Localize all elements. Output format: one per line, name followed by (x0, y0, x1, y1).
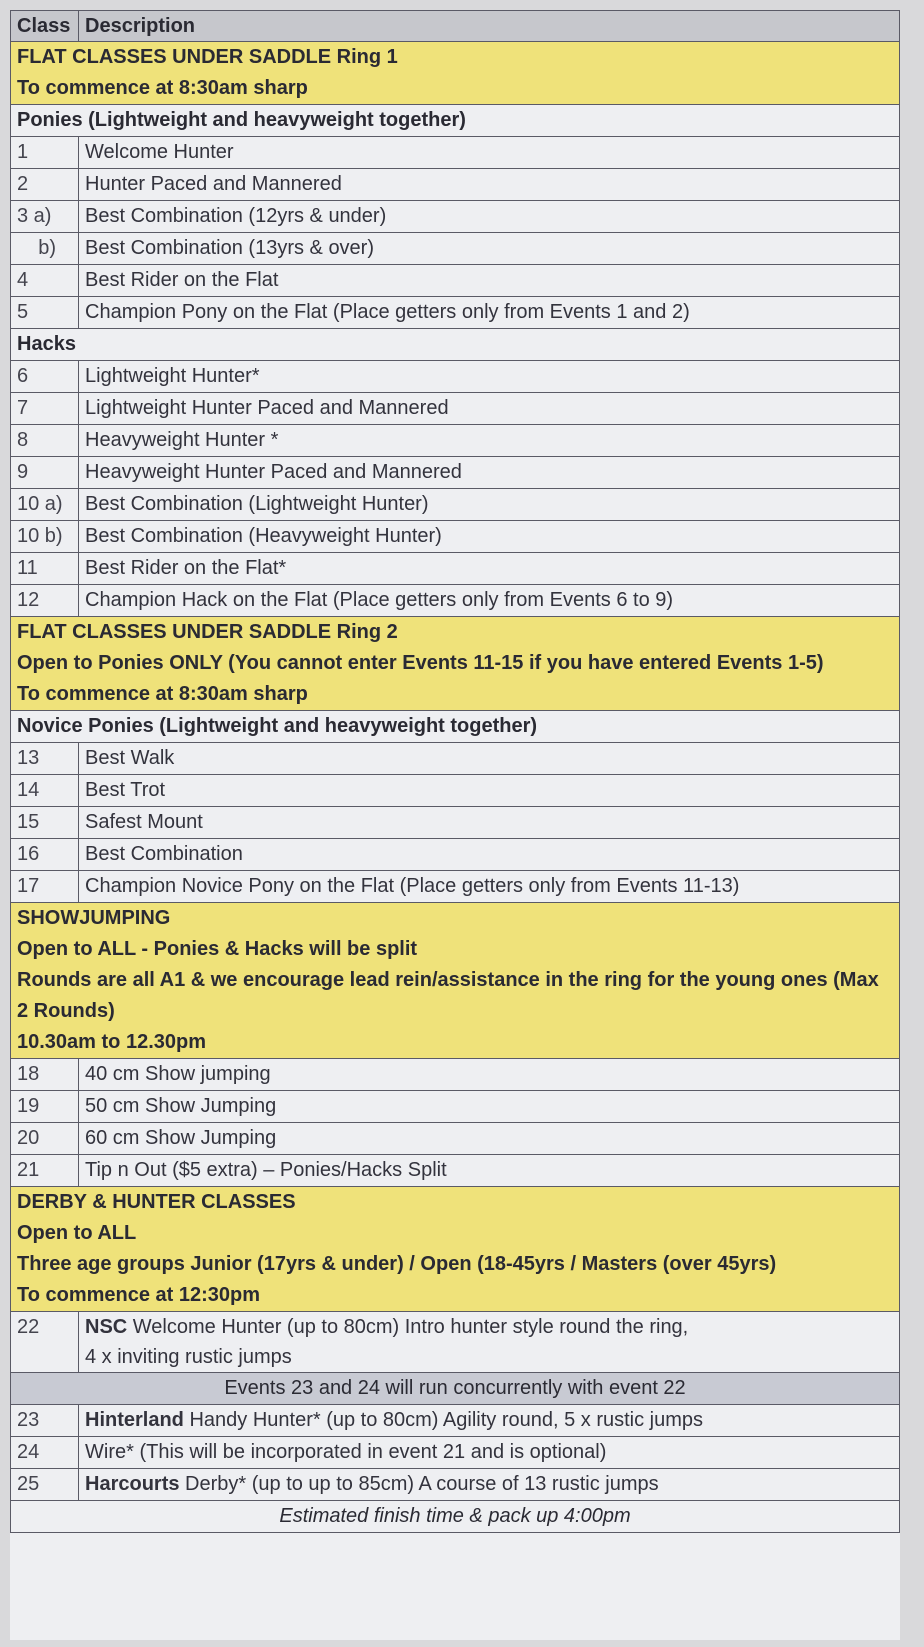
class-description: NSC Welcome Hunter (up to 80cm) Intro hunter style round the ring, 4 x inviting rustic jumps (79, 1312, 900, 1373)
class-number: 7 (11, 393, 79, 425)
table-row (11, 1059, 900, 1091)
class-description: Heavyweight Hunter * (79, 425, 900, 457)
class-description: Best Combination (Lightweight Hunter) (79, 489, 900, 521)
section-showjumping (11, 903, 900, 1059)
class-number: 19 (11, 1091, 79, 1123)
class-description: Welcome Hunter (79, 137, 900, 169)
class-number: 21 (11, 1155, 79, 1187)
class-description: Safest Mount (79, 807, 900, 839)
class-description: Tip n Out ($5 extra) – Ponies/Hacks Split (79, 1155, 900, 1187)
description-header: Description (79, 11, 900, 42)
table-row (11, 743, 900, 775)
class-description: Lightweight Hunter Paced and Mannered (79, 393, 900, 425)
class-number: 22 (11, 1312, 79, 1373)
class-number: 17 (11, 871, 79, 903)
class-description: Best Combination (12yrs & under) (79, 201, 900, 233)
table-row (11, 297, 900, 329)
class-number: 18 (11, 1059, 79, 1091)
schedule-table (10, 10, 900, 1533)
class-description: Best Walk (79, 743, 900, 775)
table-row (11, 393, 900, 425)
table-row (11, 839, 900, 871)
section-line: Rounds are all A1 & we encourage lead rein/assistance in the ring for the young ones (Max 2 Rounds) (17, 969, 879, 1022)
class-number: 4 (11, 265, 79, 297)
table-row (11, 521, 900, 553)
section-title: SHOWJUMPING (17, 907, 171, 929)
class-description: Best Combination (Heavyweight Hunter) (79, 521, 900, 553)
table-row (11, 1469, 900, 1501)
class-number: 25 (11, 1469, 79, 1501)
class-description: Harcourts Derby* (up to up to 85cm) A course of 13 rustic jumps (79, 1469, 900, 1501)
sponsor-name: Hinterland (85, 1409, 184, 1431)
section-line: 10.30am to 12.30pm (17, 1031, 206, 1053)
class-description: Champion Hack on the Flat (Place getters only from Events 6 to 9) (79, 585, 900, 617)
sponsor-name: NSC (85, 1316, 128, 1338)
schedule-sheet (10, 10, 900, 1640)
section-line: To commence at 8:30am sharp (17, 683, 308, 705)
class-description: Hinterland Handy Hunter* (up to 80cm) Agility round, 5 x rustic jumps (79, 1405, 900, 1437)
class-number: 9 (11, 457, 79, 489)
concurrent-note: Events 23 and 24 will run concurrently with event 22 (11, 1373, 900, 1405)
table-row (11, 1155, 900, 1187)
sponsor-name: Harcourts (85, 1473, 180, 1495)
class-number: 16 (11, 839, 79, 871)
section-ring2 (11, 617, 900, 711)
finish-time: Estimated finish time & pack up 4:00pm (11, 1501, 900, 1533)
table-row (11, 233, 900, 265)
table-row (11, 361, 900, 393)
class-header: Class (11, 11, 79, 42)
class-description: Champion Novice Pony on the Flat (Place getters only from Events 11-13) (79, 871, 900, 903)
section-ring1 (11, 42, 900, 105)
class-number: 24 (11, 1437, 79, 1469)
table-row (11, 807, 900, 839)
table-row (11, 1091, 900, 1123)
note-row (11, 1373, 900, 1405)
class-description: Best Rider on the Flat (79, 265, 900, 297)
class-description: Lightweight Hunter* (79, 361, 900, 393)
class-description: 60 cm Show Jumping (79, 1123, 900, 1155)
table-row (11, 137, 900, 169)
class-description: Best Trot (79, 775, 900, 807)
class-description: Best Combination (79, 839, 900, 871)
table-row (11, 775, 900, 807)
class-number: 11 (11, 553, 79, 585)
table-row (11, 585, 900, 617)
subheading-novice: Novice Ponies (Lightweight and heavyweight together) (11, 711, 900, 743)
class-number: b) (11, 233, 79, 265)
class-description: Hunter Paced and Mannered (79, 169, 900, 201)
table-row (11, 553, 900, 585)
class-description: Champion Pony on the Flat (Place getters only from Events 1 and 2) (79, 297, 900, 329)
table-row (11, 425, 900, 457)
class-number: 10 a) (11, 489, 79, 521)
table-row (11, 201, 900, 233)
subheading-ponies: Ponies (Lightweight and heavyweight together) (11, 105, 900, 137)
class-number: 23 (11, 1405, 79, 1437)
class-number: 14 (11, 775, 79, 807)
class-number: 13 (11, 743, 79, 775)
class-number: 2 (11, 169, 79, 201)
class-number: 1 (11, 137, 79, 169)
class-number: 6 (11, 361, 79, 393)
section-derby (11, 1187, 900, 1312)
table-row (11, 1405, 900, 1437)
table-row (11, 457, 900, 489)
class-description: 40 cm Show jumping (79, 1059, 900, 1091)
class-description: Best Combination (13yrs & over) (79, 233, 900, 265)
class-description: Wire* (This will be incorporated in event 21 and is optional) (79, 1437, 900, 1469)
class-number: 3 a) (11, 201, 79, 233)
section-title: FLAT CLASSES UNDER SADDLE Ring 2 (17, 621, 398, 643)
class-number: 15 (11, 807, 79, 839)
table-row (11, 871, 900, 903)
class-description: 50 cm Show Jumping (79, 1091, 900, 1123)
footer-row (11, 1501, 900, 1533)
table-row (11, 1312, 900, 1373)
section-line: Three age groups Junior (17yrs & under) / Open (18-45yrs / Masters (over 45yrs) (17, 1253, 777, 1275)
table-row (11, 1123, 900, 1155)
section-line: Open to ALL (17, 1222, 137, 1244)
class-description: Best Rider on the Flat* (79, 553, 900, 585)
class-number: 12 (11, 585, 79, 617)
section-line: Open to Ponies ONLY (You cannot enter Events 11-15 if you have entered Events 1-5) (17, 652, 824, 674)
class-number: 5 (11, 297, 79, 329)
class-number: 20 (11, 1123, 79, 1155)
section-title: DERBY & HUNTER CLASSES (17, 1191, 296, 1213)
section-line: To commence at 8:30am sharp (17, 77, 308, 99)
header-row (11, 11, 900, 42)
table-row (11, 1437, 900, 1469)
table-row (11, 489, 900, 521)
table-row (11, 169, 900, 201)
class-number: 10 b) (11, 521, 79, 553)
subheading-hacks: Hacks (11, 329, 900, 361)
section-line: To commence at 12:30pm (17, 1284, 261, 1306)
class-number: 8 (11, 425, 79, 457)
section-title: FLAT CLASSES UNDER SADDLE Ring 1 (17, 46, 398, 68)
table-row (11, 265, 900, 297)
class-description: Heavyweight Hunter Paced and Mannered (79, 457, 900, 489)
section-line: Open to ALL - Ponies & Hacks will be split (17, 938, 418, 960)
